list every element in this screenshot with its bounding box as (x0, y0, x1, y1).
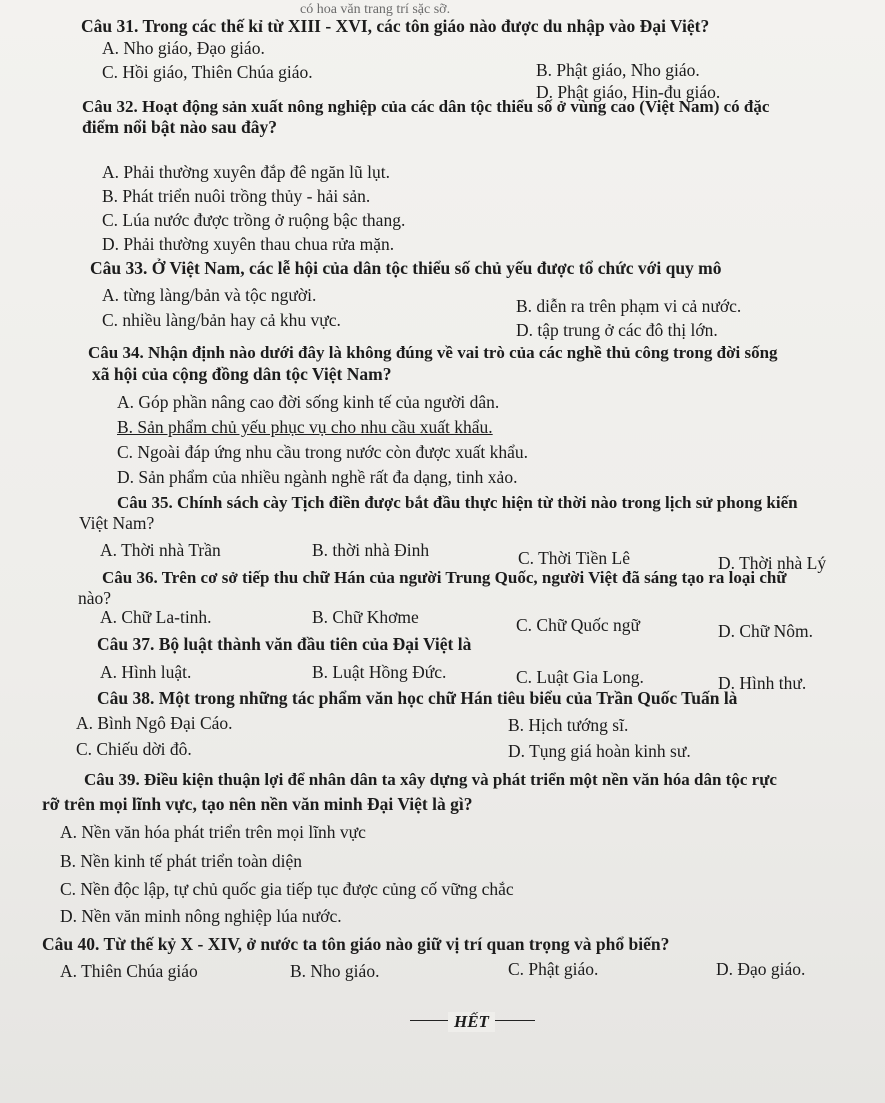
question-label: Câu 37. (97, 634, 155, 654)
question-text: Bộ luật thành văn đầu tiên của Đại Việt là (158, 634, 472, 654)
question-text: Từ thế kỷ X - XIV, ở nước ta tôn giáo nào giữ vị trí quan trọng và phổ biến? (103, 934, 670, 954)
option-a[interactable]: A. Bình Ngô Đại Cáo. (76, 713, 233, 733)
option-a[interactable]: A. Thời nhà Trần (100, 540, 221, 560)
option-b[interactable]: B. Luật Hồng Đức. (312, 662, 447, 682)
option-d[interactable]: D. Đạo giáo. (716, 959, 806, 979)
option-c[interactable]: C. Thời Tiền Lê (518, 548, 631, 568)
option-a[interactable]: A. Nho giáo, Đạo giáo. (102, 38, 265, 58)
header-fragment: có hoa văn trang trí sặc sỡ. (300, 2, 451, 17)
option-d[interactable]: D. Phật giáo, Hin-đu giáo. (536, 82, 721, 102)
option-c[interactable]: C. Chiếu dời đô. (76, 739, 192, 759)
option-b[interactable]: B. Phật giáo, Nho giáo. (536, 60, 700, 80)
end-mark: HẾT (448, 1012, 495, 1032)
option-b[interactable]: B. diễn ra trên phạm vi cả nước. (516, 296, 742, 316)
option-b[interactable]: B. Nho giáo. (290, 961, 380, 981)
question-40 (42, 934, 669, 954)
question-text: Hoạt động sản xuất nông nghiệp của các dân tộc thiểu số ở vùng cao (Việt Nam) có đặc (141, 97, 770, 116)
question-text: Nhận định nào dưới đây là (147, 343, 347, 362)
question-33 (90, 258, 722, 278)
question-32 (82, 97, 769, 117)
option-d[interactable]: D. Sản phẩm của nhiều ngành nghề rất đa dạng, tinh xảo. (117, 467, 518, 487)
option-a[interactable]: A. Hình luật. (100, 662, 192, 682)
option-c[interactable]: C. nhiều làng/bản hay cả khu vực. (102, 310, 341, 330)
option-c[interactable]: C. Chữ Quốc ngữ (516, 615, 640, 635)
option-c[interactable]: C. Lúa nước được trồng ở ruộng bậc thang. (102, 210, 406, 230)
question-text: Ở Việt Nam, các lễ hội của dân tộc thiểu số chủ yếu được tổ chức với quy mô (151, 258, 722, 278)
question-text: Một trong những tác phẩm văn học chữ Hán tiêu biểu của Trần Quốc Tuấn là (158, 688, 738, 708)
option-b[interactable]: B. Sản phẩm chủ yếu phục vụ cho nhu cầu xuất khẩu. (117, 417, 493, 437)
question-text-cont: rỡ trên mọi lĩnh vực, tạo nên nền văn minh Đại Việt là gì? (42, 794, 473, 814)
question-39 (84, 770, 777, 790)
question-35 (117, 493, 798, 513)
option-b[interactable]: B. Chữ Khơme (312, 607, 419, 627)
option-a[interactable]: A. Góp phần nâng cao đời sống kinh tế của người dân. (117, 392, 500, 412)
option-a[interactable]: A. Chữ La-tinh. (100, 607, 212, 627)
option-b[interactable]: B. Hịch tướng sĩ. (508, 715, 629, 735)
question-label: Câu 31. (81, 16, 139, 36)
question-label: Câu 36. (102, 568, 158, 587)
question-text-cont: xã hội của cộng đồng dân tộc Việt Nam? (92, 364, 392, 384)
option-a[interactable]: A. Phải thường xuyên đắp đê ngăn lũ lụt. (102, 162, 391, 182)
option-b[interactable]: B. thời nhà Đinh (312, 540, 430, 560)
question-label: Câu 39. (84, 770, 140, 789)
question-label: Câu 34. (88, 343, 144, 362)
option-b[interactable]: B. Phát triển nuôi trồng thủy - hải sản. (102, 186, 371, 206)
question-text: Điều kiện thuận lợi để nhân dân ta xây dựng và phát triển một nền văn hóa dân tộc rực (143, 770, 777, 789)
option-c[interactable]: C. Luật Gia Long. (516, 667, 644, 687)
option-c[interactable]: C. Phật giáo. (508, 959, 599, 979)
question-text: Trong các thế kỉ từ XIII - XVI, các tôn giáo nào được du nhập vào Đại Việt? (142, 16, 710, 36)
option-d[interactable]: D. tập trung ở các đô thị lớn. (516, 320, 718, 340)
question-38 (97, 688, 737, 708)
option-c[interactable]: C. Ngoài đáp ứng nhu cầu trong nước còn được xuất khẩu. (117, 442, 528, 462)
option-c[interactable]: C. Hồi giáo, Thiên Chúa giáo. (102, 62, 313, 82)
option-a[interactable]: A. từng làng/bản và tộc người. (102, 285, 317, 305)
question-label: Câu 40. (42, 934, 100, 954)
option-d[interactable]: D. Phải thường xuyên thau chua rửa mặn. (102, 234, 395, 254)
question-text: Trên cơ sở tiếp thu chữ Hán của người Trung Quốc, người Việt đã sáng tạo ra loại chữ (161, 568, 787, 587)
option-b[interactable]: B. Nền kinh tế phát triển toàn diện (60, 851, 303, 871)
option-d[interactable]: D. Chữ Nôm. (718, 621, 814, 641)
question-label: Câu 32. (82, 97, 138, 116)
option-c[interactable]: C. Nền độc lập, tự chủ quốc gia tiếp tục được củng cố vững chắc (60, 879, 514, 899)
option-d[interactable]: D. Hình thư. (718, 673, 807, 693)
question-text: Chính sách cày Tịch điền được bắt đầu thực hiện từ thời nào trong lịch sử phong kiến (176, 493, 798, 512)
question-label: Câu 35. (117, 493, 173, 512)
option-d[interactable]: D. Nền văn minh nông nghiệp lúa nước. (60, 906, 342, 926)
question-text-cont: điểm nổi bật nào sau đây? (82, 117, 277, 137)
option-a[interactable]: A. Nền văn hóa phát triển trên mọi lĩnh vực (60, 822, 366, 842)
question-label: Câu 33. (90, 258, 148, 278)
option-d[interactable]: D. Thời nhà Lý (718, 553, 827, 573)
question-37 (97, 634, 471, 654)
question-text-cont: nào? (78, 588, 112, 608)
question-text-cont: Việt Nam? (79, 513, 155, 533)
option-d[interactable]: D. Tụng giá hoàn kinh sư. (508, 741, 691, 761)
question-34 (88, 343, 778, 363)
question-31 (81, 16, 709, 36)
question-text: đúng về vai trò của các nghề thủ công trong đời sống (391, 343, 778, 362)
question-label: Câu 38. (97, 688, 155, 708)
option-a[interactable]: A. Thiên Chúa giáo (60, 961, 198, 981)
question-36 (102, 568, 787, 588)
negation-word: không (346, 343, 392, 362)
